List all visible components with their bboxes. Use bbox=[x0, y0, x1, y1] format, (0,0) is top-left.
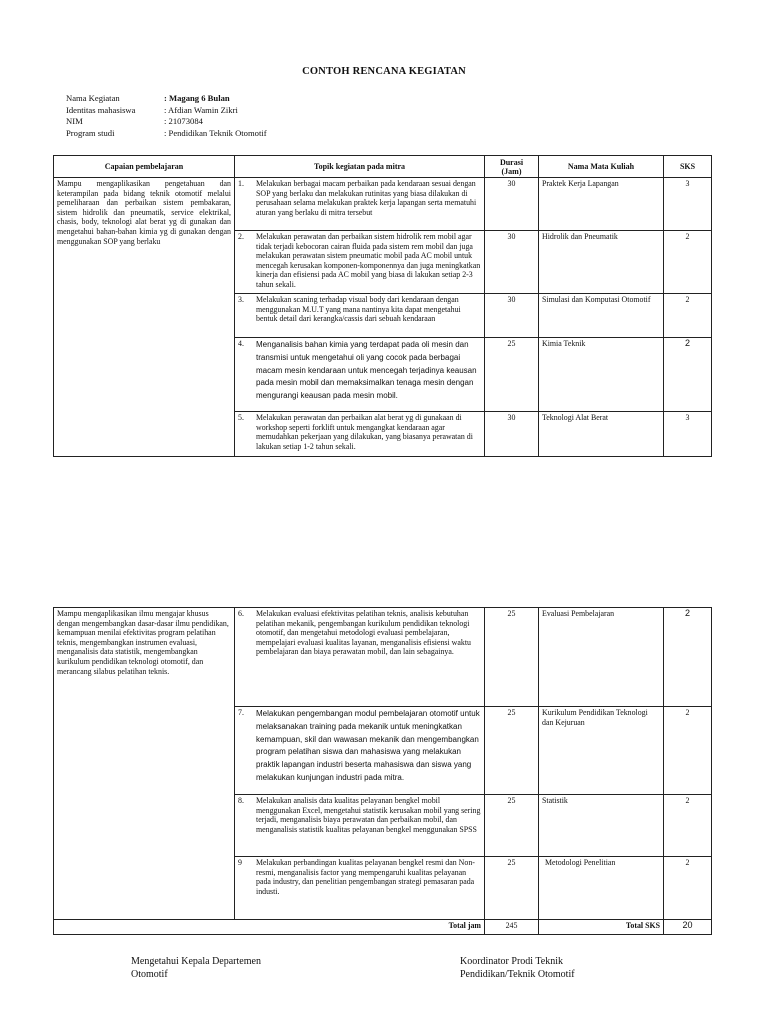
sks-cell: 2 bbox=[664, 231, 712, 294]
info-label: NIM bbox=[66, 116, 83, 127]
row-number: 2. bbox=[238, 232, 244, 241]
signature-right-line1: Koordinator Prodi Teknik bbox=[460, 956, 563, 967]
matkul-cell: Simulasi dan Komputasi Otomotif bbox=[539, 294, 664, 338]
topik-cell bbox=[235, 857, 485, 920]
matkul-cell: Praktek Kerja Lapangan bbox=[539, 178, 664, 231]
info-value: : Magang 6 Bulan bbox=[164, 93, 230, 103]
durasi-cell: 30 bbox=[485, 231, 539, 294]
row-number: 1. bbox=[238, 179, 244, 188]
matkul-cell: Statistik bbox=[539, 795, 664, 857]
topik-text: Melakukan perbandingan kualitas pelayanan bengkel resmi dan Non-resmi, menganalisis factor yang mempengaruhi kualitas pelayanan pada industry, dan penelitian pengembangan strategi pemasaran pada industi. bbox=[256, 858, 475, 896]
topik-text: Melakukan perawatan dan perbaikan alat berat yg di gunakaan di workshop seperti forklift untuk mengangkat kendaraan agar memudahkan pekerjaan yang dilakukan, yang biasanya perawatan di lakukan setiap 1-2 tahun sekali. bbox=[256, 413, 473, 451]
total-jam-label: Total jam bbox=[54, 920, 485, 935]
info-row-nim bbox=[66, 116, 267, 128]
topik-cell bbox=[235, 294, 485, 338]
durasi-cell: 30 bbox=[485, 294, 539, 338]
signature-left bbox=[131, 955, 261, 981]
info-value: : 21073084 bbox=[164, 116, 203, 127]
total-jam-value: 245 bbox=[485, 920, 539, 935]
activity-info bbox=[66, 93, 267, 139]
topik-cell bbox=[235, 707, 485, 795]
topik-cell bbox=[235, 338, 485, 412]
header-durasi-line2: (Jam) bbox=[501, 166, 522, 176]
activity-plan-table-2 bbox=[53, 607, 712, 935]
info-row-program bbox=[66, 128, 267, 140]
sks-cell: 2 bbox=[664, 857, 712, 920]
info-value: : Pendidikan Teknik Otomotif bbox=[164, 127, 267, 138]
row-number: 3. bbox=[238, 295, 244, 304]
row-number: 7. bbox=[238, 708, 244, 717]
page-title: CONTOH RENCANA KEGIATAN bbox=[302, 66, 466, 77]
topik-text: Melakukan pengembangan modul pembelajaran otomotif untuk melaksanakan training pada mekanik untuk meningkatkan kemampuan, skil dan wawasan mekanik dan mengembangkan program pelatihan siswa dan mahasiswa yang melakukan praktik lapangan industri beserta mahasiswa dan siswa yang melakukan kunjungan industri pada mitra. bbox=[256, 709, 480, 782]
matkul-cell: Kurikulum Pendidikan Teknologi dan Kejuruan bbox=[539, 707, 664, 795]
sks-cell: 2 bbox=[664, 338, 712, 412]
matkul-cell: Metodologi Penelitian bbox=[539, 857, 664, 920]
matkul-cell: Evaluasi Pembelajaran bbox=[539, 608, 664, 707]
info-label: Nama Kegiatan bbox=[66, 93, 120, 103]
total-sks-label: Total SKS bbox=[539, 920, 664, 935]
topik-text: Melakukan perawatan dan perbaikan sistem hidrolik rem mobil agar tidak terjadi kebocoran cairan fluida pada sistem rem mobil dan juga melakukan perawatan sistem pneumatic mobil pada AC mobil untuk mencegah kerusakan komponen-komponennya dan juga meningkatkan kinerja dan efisiensi pada AC mobil yang biasa di lakukan setiap 2-3 tahun sekali. bbox=[256, 232, 481, 289]
matkul-cell: Hidrolik dan Pneumatik bbox=[539, 231, 664, 294]
header-durasi-line1: Durasi bbox=[499, 157, 524, 167]
sks-cell: 2 bbox=[664, 608, 712, 707]
total-sks-value: 20 bbox=[664, 920, 712, 935]
durasi-cell: 25 bbox=[485, 795, 539, 857]
matkul-cell: Teknologi Alat Berat bbox=[539, 412, 664, 457]
table-header-row bbox=[54, 156, 712, 178]
capaian-cell: Mampu mengaplikasikan pengetahuan dan keterampilan pada bidang teknik otomotif melalui pemeliharaan dan perbaikan sistem pembakaran, sistem hidrolik dan pneumatik, service elektrikal, chasis, body, teknologi alat berat yg di gunakan dan mengetahui bahan-bahan kimia yg di gunakan dengan menggunakan SOP yang berlaku bbox=[54, 178, 235, 457]
durasi-cell: 30 bbox=[485, 412, 539, 457]
header-topik: Topik kegiatan pada mitra bbox=[235, 156, 485, 178]
info-row-student bbox=[66, 105, 267, 117]
topik-cell bbox=[235, 608, 485, 707]
topik-text: Melakukan berbagai macam perbaikan pada kendaraan sesuai dengan SOP yang berlaku dan melakukan rutinitas yang biasa dilakukan di perusahaan selama melakukan praktek kerja lapangan serta mematuhi aturan yang berlaku di mitra tersebut bbox=[256, 179, 477, 217]
info-value: : Afdian Wamin Zikri bbox=[164, 104, 238, 115]
table-row bbox=[54, 178, 712, 231]
signature-right bbox=[460, 955, 575, 981]
durasi-cell: 25 bbox=[485, 707, 539, 795]
header-durasi bbox=[485, 156, 539, 178]
row-number: 5. bbox=[238, 413, 244, 422]
row-number: 6. bbox=[238, 609, 244, 618]
topik-text: Melakukan scaning terhadap visual body dari kendaraan dengan menggunakan M.U.T yang mana nantinya kita dapat mengetahui bentuk detail dari kerangka/cassis dari sebuah kendaraan bbox=[256, 295, 461, 324]
durasi-cell: 25 bbox=[485, 338, 539, 412]
sks-cell: 2 bbox=[664, 294, 712, 338]
signature-left-line2: Otomotif bbox=[131, 969, 168, 980]
topik-cell bbox=[235, 231, 485, 294]
header-capaian: Capaian pembelajaran bbox=[54, 156, 235, 178]
durasi-cell: 30 bbox=[485, 178, 539, 231]
sks-cell: 3 bbox=[664, 412, 712, 457]
topik-text: Melakukan analisis data kualitas pelayanan bengkel mobil menggunakan Excel, mengetahui statistik kerusakan mobil yang sering terjadi, menganalisis biaya perawatan dan perbaikan mobil, dan menganalisis statistik kualitas pelayanan bengkel menggunakan SPSS bbox=[256, 796, 481, 834]
durasi-cell: 25 bbox=[485, 608, 539, 707]
row-number: 4. bbox=[238, 339, 244, 348]
topik-text: Melakukan evaluasi efektivitas pelatihan teknis, analisis kebutuhan pelatihan mekanik, pengembangan kurikulum pendidikan teknologi otomotif, dan mengetahui metodologi evaluasi pembelajaran, mempelajari evaluasi kualitas layanan, menganalisis efisiensi waktu pembelajaran dan biaya perawatan mobil, dan lain sebagainya. bbox=[256, 609, 471, 657]
sks-cell: 2 bbox=[664, 707, 712, 795]
matkul-cell: Kimia Teknik bbox=[539, 338, 664, 412]
capaian-cell: Mampu mengaplikasikan ilmu mengajar khusus dengan mengembangkan dasar-dasar ilmu pendidikan, kemampuan menilai efektivitas program pelatihan teknis, mengembangkan instrumen evaluasi, menganalisis data statistik, mengembangkan kurikulum pendidikan teknologi otomotif, dan merancang silabus pelatihan teknis. bbox=[54, 608, 235, 920]
row-number: 9 bbox=[238, 858, 242, 867]
total-row bbox=[54, 920, 712, 935]
sks-cell: 3 bbox=[664, 178, 712, 231]
signature-right-line2: Pendidikan/Teknik Otomotif bbox=[460, 969, 575, 980]
info-label: Identitas mahasiswa bbox=[66, 104, 136, 115]
topik-cell bbox=[235, 178, 485, 231]
header-sks: SKS bbox=[664, 156, 712, 178]
info-label: Program studi bbox=[66, 127, 115, 138]
header-matkul: Nama Mata Kuliah bbox=[539, 156, 664, 178]
sks-cell: 2 bbox=[664, 795, 712, 857]
durasi-cell: 25 bbox=[485, 857, 539, 920]
topik-cell bbox=[235, 412, 485, 457]
signature-left-line1: Mengetahui Kepala Departemen bbox=[131, 956, 261, 967]
activity-plan-table-1 bbox=[53, 155, 712, 457]
row-number: 8. bbox=[238, 796, 244, 805]
topik-cell bbox=[235, 795, 485, 857]
topik-text: Menganalisis bahan kimia yang terdapat pada oli mesin dan transmisi untuk mengetahui oli yang cocok pada berbagai macam mesin kendaraan untuk mencegah terjadinya keausan pada mesin mobil dan memaksimalkan tenaga mesin dengan mengurangi keausan pada mesin mobil. bbox=[256, 340, 477, 401]
table-row bbox=[54, 608, 712, 707]
info-row-activity bbox=[66, 93, 267, 105]
